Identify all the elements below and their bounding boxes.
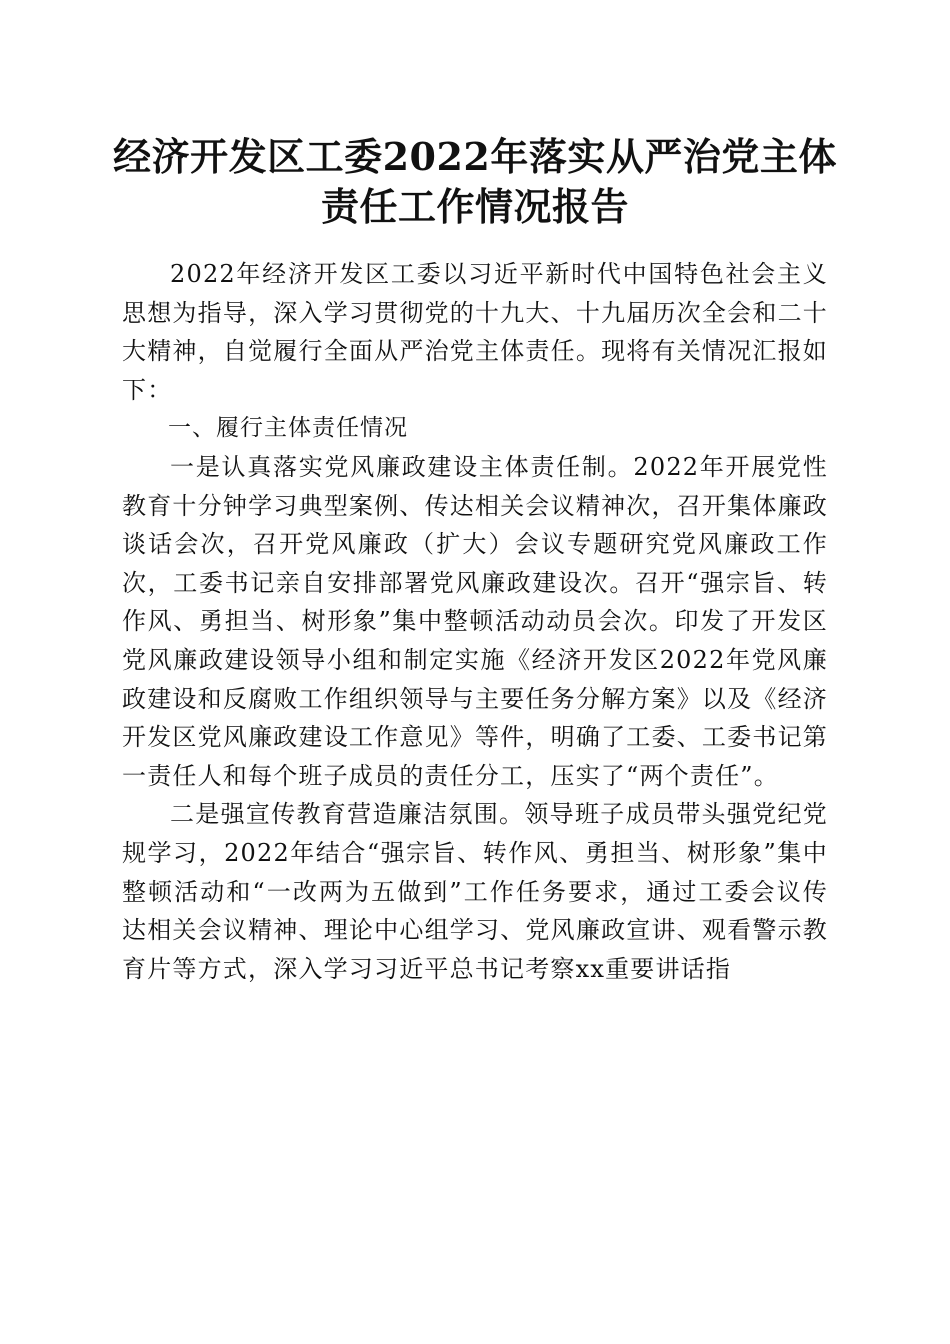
paragraph-2-lead: 二是强宣传教育营造廉洁氛围。 [170, 800, 525, 829]
paragraph-2 [122, 795, 828, 988]
document-body [122, 255, 828, 988]
intro-paragraph: 2022年经济开发区工委以习近平新时代中国特色社会主义思想为指导，深入学习贯彻党的十九大、十九届历次全会和二十大精神，自觉履行全面从严治党主体责任。现将有关情况汇报如下： [122, 260, 828, 404]
document-title: 经济开发区工委2022年落实从严治党主体责任工作情况报告 [113, 134, 837, 229]
paragraph-1-lead: 一是认真落实党风廉政建设主体责任制。 [170, 452, 634, 481]
paragraph-1-text: 2022年开展党性教育十分钟学习典型案例、传达相关会议精神次，召开集体廉政谈话会次，召开党风廉政（扩大）会议专题研究党风廉政工作次，工委书记亲自安排部署党风廉政建设次。召开“强宗旨、转作风、勇担当、树形象”集中整顿活动动员会次。印发了开发区党风廉政建设领导小组和制定实施《经济开发区2022年党风廉政建设和反腐败工作组织领导与主要任务分解方案》以及《经济开发区党风廉政建设工作意见》等件，明确了工委、工委书记第一责任人和每个班子成员的责任分工，压实了“两个责任”。 [122, 452, 828, 790]
section-heading: 一、履行主体责任情况 [168, 415, 408, 442]
paragraph-1 [122, 448, 828, 795]
paragraph-2-text: 领导班子成员带头强党纪党规学习，2022年结合“强宗旨、转作风、勇担当、树形象”集中整顿活动和“一改两为五做到”工作任务要求，通过工委会议传达相关会议精神、理论中心组学习、党风廉政宣讲、观看警示教育片等方式，深入学习习近平总书记考察xx重要讲话指 [122, 800, 828, 983]
